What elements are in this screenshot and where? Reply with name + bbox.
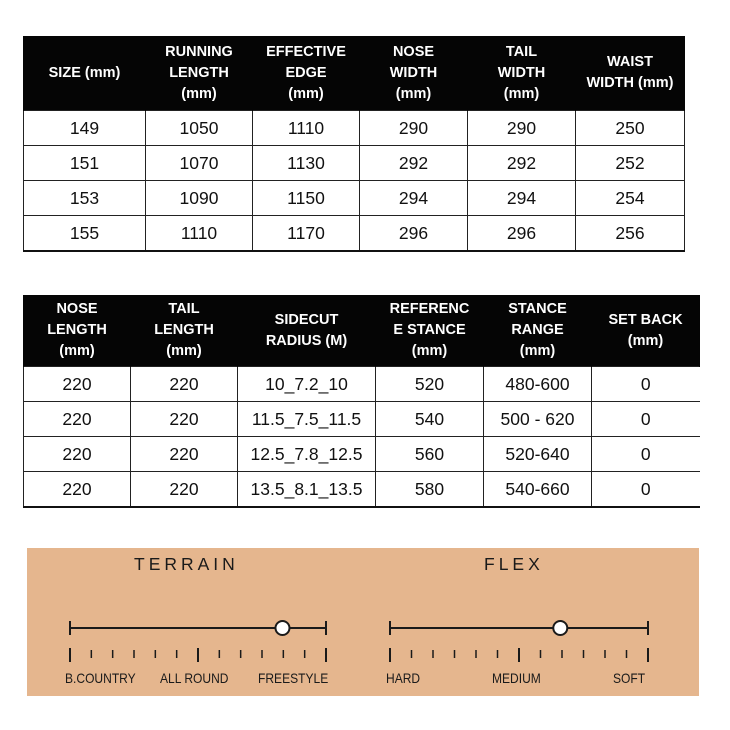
header-running-length: RUNNING LENGTH (mm) bbox=[146, 36, 253, 111]
stance-geometry-table bbox=[23, 295, 700, 508]
table-cell: 220 bbox=[131, 437, 238, 472]
table-cell: 151 bbox=[24, 146, 146, 181]
table-cell: 1110 bbox=[146, 216, 253, 252]
terrain-label-backcountry: B.COUNTRY bbox=[65, 670, 136, 686]
table-cell: 560 bbox=[376, 437, 484, 472]
table-cell: 296 bbox=[468, 216, 576, 252]
table-row bbox=[24, 402, 700, 437]
table-cell: 1070 bbox=[146, 146, 253, 181]
table-cell: 256 bbox=[576, 216, 685, 252]
table-cell: 480-600 bbox=[484, 367, 592, 402]
table-cell: 220 bbox=[131, 402, 238, 437]
header-set-back: SET BACK (mm) bbox=[592, 295, 700, 367]
terrain-label-freestyle: FREESTYLE bbox=[258, 670, 329, 686]
table-cell: 220 bbox=[131, 367, 238, 402]
header-nose-length: NOSE LENGTH (mm) bbox=[24, 295, 131, 367]
table-cell: 220 bbox=[24, 402, 131, 437]
table-cell: 11.5_7.5_11.5 bbox=[238, 402, 376, 437]
table-cell: 1130 bbox=[253, 146, 360, 181]
header-sidecut-radius: SIDECUT RADIUS (M) bbox=[238, 295, 376, 367]
table-cell: 250 bbox=[576, 111, 685, 146]
header-reference-stance: REFERENC E STANCE (mm) bbox=[376, 295, 484, 367]
table-cell: 155 bbox=[24, 216, 146, 252]
board-dimensions-table bbox=[23, 36, 685, 252]
table-cell: 10_7.2_10 bbox=[238, 367, 376, 402]
table-cell: 0 bbox=[592, 437, 700, 472]
header-size: SIZE (mm) bbox=[24, 36, 146, 111]
table-row bbox=[24, 216, 685, 252]
flex-label-soft: SOFT bbox=[613, 670, 646, 686]
terrain-marker bbox=[275, 621, 289, 635]
table-cell: 292 bbox=[468, 146, 576, 181]
flex-scale-graphic bbox=[389, 618, 649, 666]
table-cell: 540 bbox=[376, 402, 484, 437]
table-cell: 0 bbox=[592, 367, 700, 402]
table-cell: 149 bbox=[24, 111, 146, 146]
table-row bbox=[24, 367, 700, 402]
table-cell: 153 bbox=[24, 181, 146, 216]
table-cell: 220 bbox=[24, 437, 131, 472]
table-cell: 254 bbox=[576, 181, 685, 216]
table-cell: 520 bbox=[376, 367, 484, 402]
table-row bbox=[24, 437, 700, 472]
table-cell: 520-640 bbox=[484, 437, 592, 472]
table-cell: 500 - 620 bbox=[484, 402, 592, 437]
table-cell: 290 bbox=[360, 111, 468, 146]
table-cell: 294 bbox=[468, 181, 576, 216]
flex-ticks bbox=[390, 648, 648, 662]
flex-scale bbox=[386, 618, 649, 688]
flex-marker bbox=[553, 621, 567, 635]
terrain-title: TERRAIN bbox=[134, 554, 239, 574]
terrain-label-all-round: ALL ROUND bbox=[160, 670, 229, 686]
flex-label-hard: HARD bbox=[386, 670, 421, 686]
header-tail-width: TAIL WIDTH (mm) bbox=[468, 36, 576, 111]
table-cell: 296 bbox=[360, 216, 468, 252]
table-cell: 1050 bbox=[146, 111, 253, 146]
table-cell: 1170 bbox=[253, 216, 360, 252]
table-cell: 292 bbox=[360, 146, 468, 181]
header-effective-edge: EFFECTIVE EDGE (mm) bbox=[253, 36, 360, 111]
table-cell: 290 bbox=[468, 111, 576, 146]
header-tail-length: TAIL LENGTH (mm) bbox=[131, 295, 238, 367]
table-cell: 252 bbox=[576, 146, 685, 181]
terrain-scale bbox=[65, 618, 329, 688]
table-cell: 294 bbox=[360, 181, 468, 216]
rating-panel bbox=[27, 548, 699, 696]
terrain-ticks bbox=[70, 648, 326, 662]
table-row bbox=[24, 146, 685, 181]
table-header-row bbox=[24, 36, 685, 111]
table-cell: 1110 bbox=[253, 111, 360, 146]
table-cell: 0 bbox=[592, 402, 700, 437]
table-cell: 13.5_8.1_13.5 bbox=[238, 472, 376, 508]
header-waist-width: WAIST WIDTH (mm) bbox=[576, 36, 685, 111]
flex-label-medium: MEDIUM bbox=[492, 670, 541, 686]
table-cell: 220 bbox=[24, 472, 131, 508]
table-cell: 540-660 bbox=[484, 472, 592, 508]
table-cell: 0 bbox=[592, 472, 700, 508]
table-row bbox=[24, 111, 685, 146]
flex-title: FLEX bbox=[484, 554, 544, 574]
table-row bbox=[24, 181, 685, 216]
header-stance-range: STANCE RANGE (mm) bbox=[484, 295, 592, 367]
header-nose-width: NOSE WIDTH (mm) bbox=[360, 36, 468, 111]
terrain-scale-graphic bbox=[69, 618, 327, 666]
table-row bbox=[24, 472, 700, 508]
table-cell: 1090 bbox=[146, 181, 253, 216]
table-cell: 220 bbox=[24, 367, 131, 402]
table-cell: 12.5_7.8_12.5 bbox=[238, 437, 376, 472]
table-cell: 220 bbox=[131, 472, 238, 508]
table-cell: 580 bbox=[376, 472, 484, 508]
table-header-row bbox=[24, 295, 700, 367]
table-cell: 1150 bbox=[253, 181, 360, 216]
